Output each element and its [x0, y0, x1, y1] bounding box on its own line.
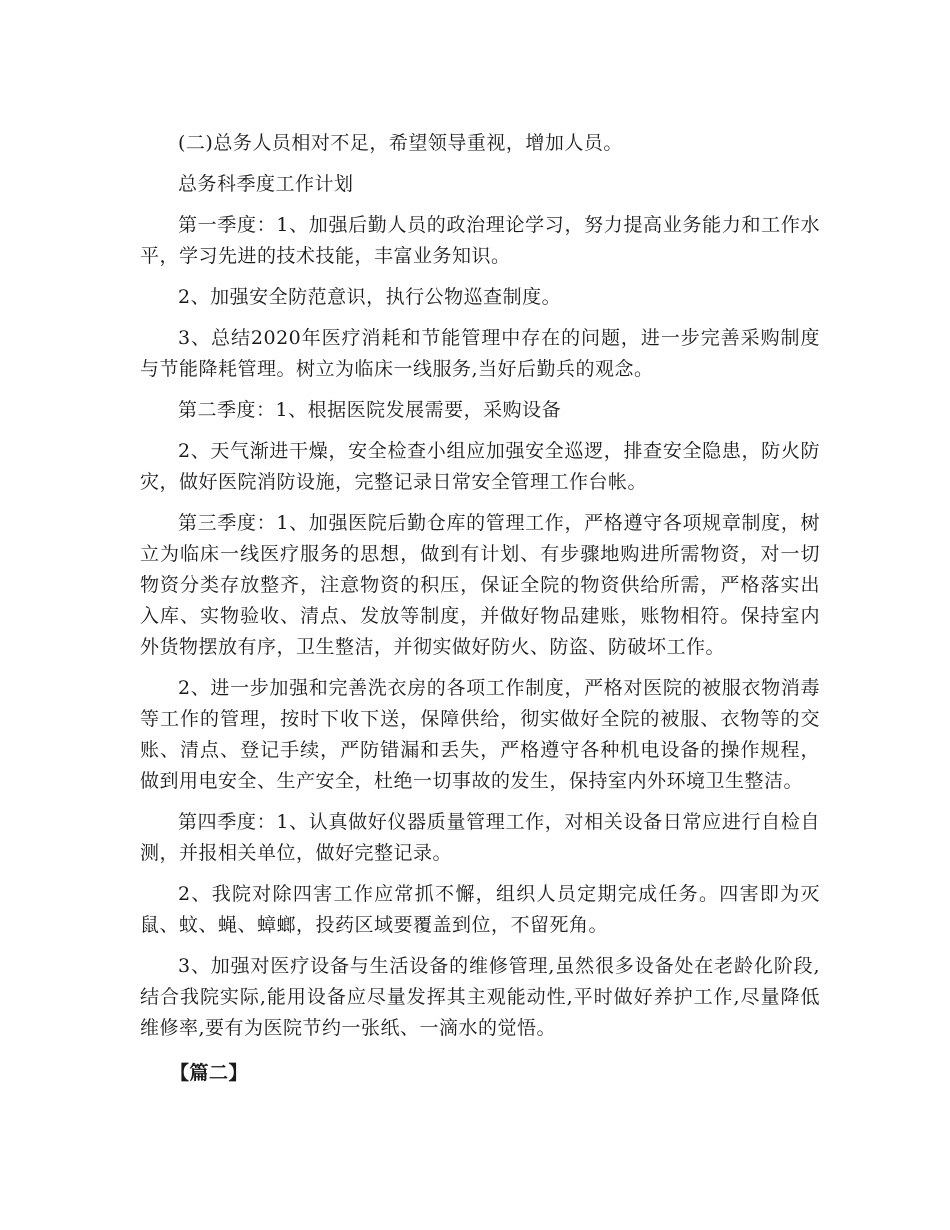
- paragraph-q4-item2: 2、我院对除四害工作应常抓不懈，组织人员定期完成任务。四害即为灭鼠、蚊、蝇、蟑螂，投药区域要覆盖到位，不留死角。: [140, 883, 820, 936]
- paragraph-q2-item2: 2、天气渐进干燥，安全检查小组应加强安全巡逻，排查安全隐患，防火防灾，做好医院消防设施，完整记录日常安全管理工作台帐。: [140, 440, 820, 493]
- paragraph-staff-shortage: (二)总务人员相对不足，希望领导重视，增加人员。: [178, 132, 623, 154]
- paragraph-q4-item3: 3、加强对医疗设备与生活设备的维修管理,虽然很多设备处在老龄化阶段,结合我院实际,能用设备应尽量发挥其主观能动性,平时做好养护工作,尽量降低维修率,要有为医院节约一张纸、一滴水的觉悟。: [140, 955, 820, 1039]
- paragraph-q3-item2: 2、进一步加强和完善洗衣房的各项工作制度，严格对医院的被服衣物消毒等工作的管理，按时下收下送，保障供给，彻实做好全院的被服、衣物等的交账、清点、登记手续，严防错漏和丢失，严格遵守各种机电设备的操作规程，做到用电安全、生产安全，杜绝一切事故的发生，保持室内外环境卫生整洁。: [140, 677, 820, 792]
- paragraph-q1-item2: 2、加强安全防范意识，执行公物巡查制度。: [178, 286, 562, 308]
- section-heading: 【篇二】: [170, 1062, 249, 1084]
- paragraph-q1-item1: 第一季度：1、加强后勤人员的政治理论学习，努力提高业务能力和工作水平，学习先进的技术技能，丰富业务知识。: [140, 214, 820, 267]
- paragraph-q4-item1: 第四季度：1、认真做好仪器质量管理工作，对相关设备日常应进行自检自测，并报相关单位，做好完整记录。: [140, 811, 820, 864]
- document-body: [140, 128, 820, 1089]
- paragraph-q1-item3: 3、总结2020年医疗消耗和节能管理中存在的问题，进一步完善采购制度与节能降耗管理。树立为临床一线服务,当好后勤兵的观念。: [140, 327, 820, 380]
- paragraph-q2-item1: 第二季度：1、根据医院发展需要，采购设备: [178, 399, 562, 421]
- paragraph-q3-item1: 第三季度：1、加强医院后勤仓库的管理工作，严格遵守各项规章制度，树立为临床一线医疗服务的思想，做到有计划、有步骤地购进所需物资，对一切物资分类存放整齐，注意物资的积压，保证全院的物资供给所需，严格落实出入库、实物验收、清点、发放等制度，并做好物品建账，账物相符。保持室内外货物摆放有序，卫生整洁，并彻实做好防火、防盗、防破坏工作。: [140, 512, 820, 658]
- plan-title: 总务科季度工作计划: [178, 173, 354, 195]
